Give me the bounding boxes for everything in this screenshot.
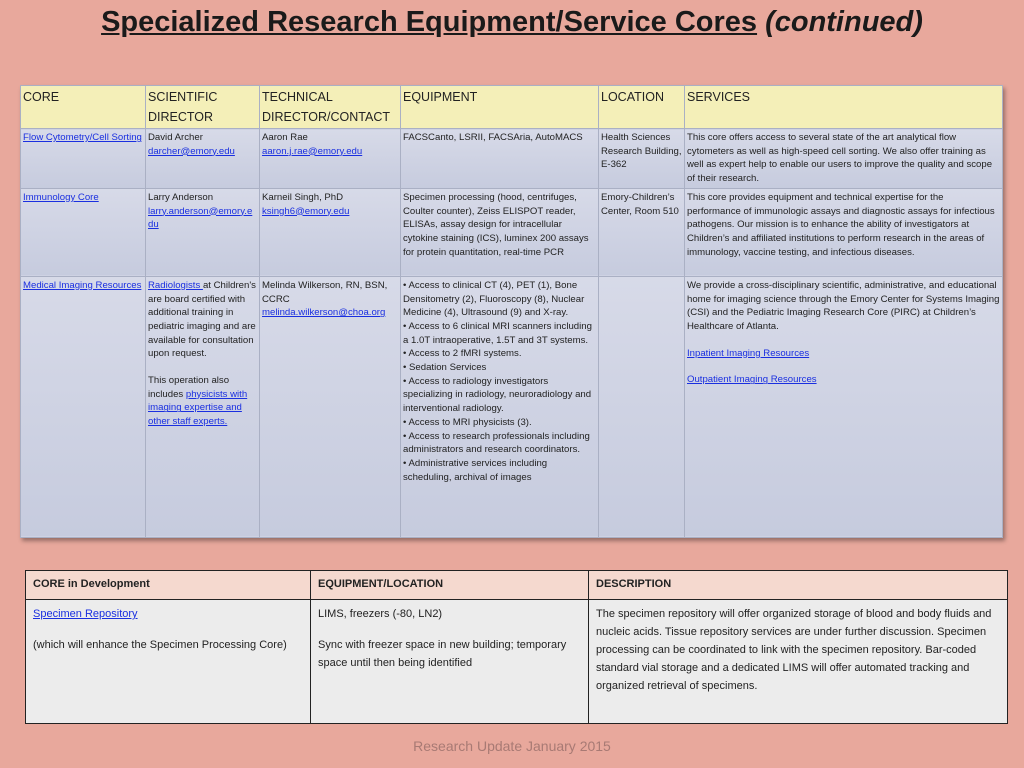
equipment-cell: FACSCanto, LSRII, FACSAria, AutoMACS [401, 129, 599, 189]
header-equipment: EQUIPMENT [401, 86, 599, 129]
equipment-cell: Specimen processing (hood, centrifuges, Coulter counter), Zeiss ELISPOT reader, ELISAs, assay design for intracellular cytokine staining (ICS), luminex 200 assays for protein quantitation, real-time PCR [401, 188, 599, 276]
header-core-in-development: CORE in Development [26, 571, 311, 600]
technical-director-name: Aaron Rae [262, 132, 308, 143]
location-cell: Emory-Children’s Center, Room 510 [599, 188, 685, 276]
physicists-link[interactable]: physicists with imaging expertise and other staff experts. [148, 388, 248, 428]
location-cell [599, 276, 685, 537]
header-equipment-location: EQUIPMENT/LOCATION [311, 571, 589, 600]
core-link-immunology[interactable]: Immunology Core [23, 191, 99, 203]
scientific-director-name: David Archer [148, 132, 203, 143]
technical-director-name: Melinda Wilkerson, RN, BSN, CCRC [262, 279, 388, 305]
core-in-development-cell [26, 600, 311, 724]
services-cell: This core provides equipment and technical expertise for the performance of immunologic assays and diagnostic assays for infectious pathogens. Our mission is to enhance the ability of investigators at Children’s and affiliated institutions to perform research in the areas of immunology, vaccine testing, and infectious diseases. [685, 188, 1003, 276]
scientific-director-email[interactable]: larry.anderson@emory.edu [148, 205, 253, 231]
equipment-item: • Access to radiology investigators specializing in radiology, neuroradiology and interventional radiology. [403, 375, 592, 415]
cores-table-header [21, 86, 1003, 129]
table-row [21, 188, 1003, 276]
page-title-main: Specialized Research Equipment/Service Cores [101, 6, 758, 38]
spacer [148, 361, 257, 374]
spacer [318, 623, 581, 636]
development-table-header [26, 571, 1008, 600]
scientific-director-para2 [148, 374, 257, 429]
services-cell: This core offers access to several state of the art analytical flow cytometers as well as high-speed cell sorting. We also offer training as well as expert help to enable our users to improve the quality and scope of their research. [685, 129, 1003, 189]
specimen-repository-link[interactable]: Specimen Repository [33, 608, 138, 620]
inpatient-imaging-link[interactable]: Inpatient Imaging Resources [687, 347, 810, 359]
scientific-director-email[interactable]: darcher@emory.edu [148, 145, 235, 157]
core-cell [21, 129, 146, 189]
scientific-director-cell [146, 129, 260, 189]
header-scientific-director: SCIENTIFIC DIRECTOR [146, 86, 260, 129]
technical-director-cell [260, 188, 401, 276]
cores-table [20, 85, 1003, 538]
equipment-item: • Access to 6 clinical MRI scanners including a 1.0T intraoperative, 1.5T and 3T systems. [403, 320, 592, 346]
header-technical-director: TECHNICAL DIRECTOR/CONTACT [260, 86, 401, 129]
technical-director-cell [260, 129, 401, 189]
equipment-item: • Access to research professionals including administrators and research coordinators. [403, 430, 590, 456]
header-location: LOCATION [599, 86, 685, 129]
operation-text: This operation also includes [148, 375, 230, 400]
technical-director-email[interactable]: ksingh6@emory.edu [262, 205, 350, 217]
equipment-location-cell [311, 600, 589, 724]
header-description: DESCRIPTION [589, 571, 1008, 600]
header-services: SERVICES [685, 86, 1003, 129]
outpatient-imaging-link[interactable]: Outpatient Imaging Resources [687, 374, 817, 386]
services-cell [685, 276, 1003, 537]
scientific-director-para1 [148, 279, 257, 361]
page-title [0, 6, 1024, 39]
scientific-director-name: Larry Anderson [148, 191, 214, 203]
equipment-item: • Access to MRI physicists (3). [403, 416, 532, 428]
location-note: Sync with freezer space in new building; temporary space until then being identified [318, 639, 567, 669]
technical-director-cell [260, 276, 401, 537]
development-table [25, 570, 1008, 724]
page-title-suffix: (continued) [765, 6, 923, 38]
equipment-item: • Sedation Services [403, 362, 487, 374]
header-core: CORE [21, 86, 146, 129]
table-row [21, 276, 1003, 537]
scientific-director-cell [146, 188, 260, 276]
technical-director-name: Karneil Singh, PhD [262, 191, 344, 203]
description-cell: The specimen repository will offer organized storage of blood and body fluids and nucleic acids. Tissue repository services are under further discussion. Specimen processing can be coordinated to link with the specimen repository. Bar-coded standard vial storage and a dedicated LIMS will offer automated tracking and organized retrieval of specimens. [589, 600, 1008, 724]
technical-director-email[interactable]: aaron.j.rae@emory.edu [262, 145, 363, 157]
core-link-flow-cytometry[interactable]: Flow Cytometry/Cell Sorting [23, 132, 142, 143]
spacer [33, 623, 303, 636]
radiologists-text: at Children's are board certified with additional training in pediatric imaging and are available for consultation upon request. [148, 279, 256, 360]
core-cell [21, 188, 146, 276]
services-text: We provide a cross-disciplinary scientific, administrative, and educational home for imaging science through the Emory Center for Systems Imaging (CSI) and the Pediatric Imaging Research Core (PIRC) at Children’s Healthcare of Atlanta. [687, 279, 1000, 332]
equipment-item: • Access to clinical CT (4), PET (1), Bone Densitometry (2), Fluoroscopy (8), Nuclear Medicine (4), Ultrasound (9) and X-ray. [403, 279, 585, 319]
technical-director-email[interactable]: melinda.wilkerson@choa.org [262, 307, 386, 319]
table-row [21, 129, 1003, 189]
table-row [26, 600, 1008, 724]
equipment-item: • Access to 2 fMRI systems. [403, 348, 522, 360]
equipment-cell [401, 276, 599, 537]
core-link-medical-imaging[interactable]: Medical Imaging Resources [23, 279, 142, 291]
core-note: (which will enhance the Specimen Processing Core) [33, 639, 287, 651]
footer-text: Research Update January 2015 [413, 738, 611, 754]
spacer [687, 334, 1000, 347]
location-cell: Health Sciences Research Building, E-362 [599, 129, 685, 189]
spacer [687, 360, 1000, 373]
core-cell [21, 276, 146, 537]
equipment-text: LIMS, freezers (-80, LN2) [318, 608, 443, 620]
scientific-director-cell [146, 276, 260, 537]
equipment-item: • Administrative services including scheduling, archival of images [403, 457, 548, 483]
radiologists-link[interactable]: Radiologists [148, 279, 203, 291]
